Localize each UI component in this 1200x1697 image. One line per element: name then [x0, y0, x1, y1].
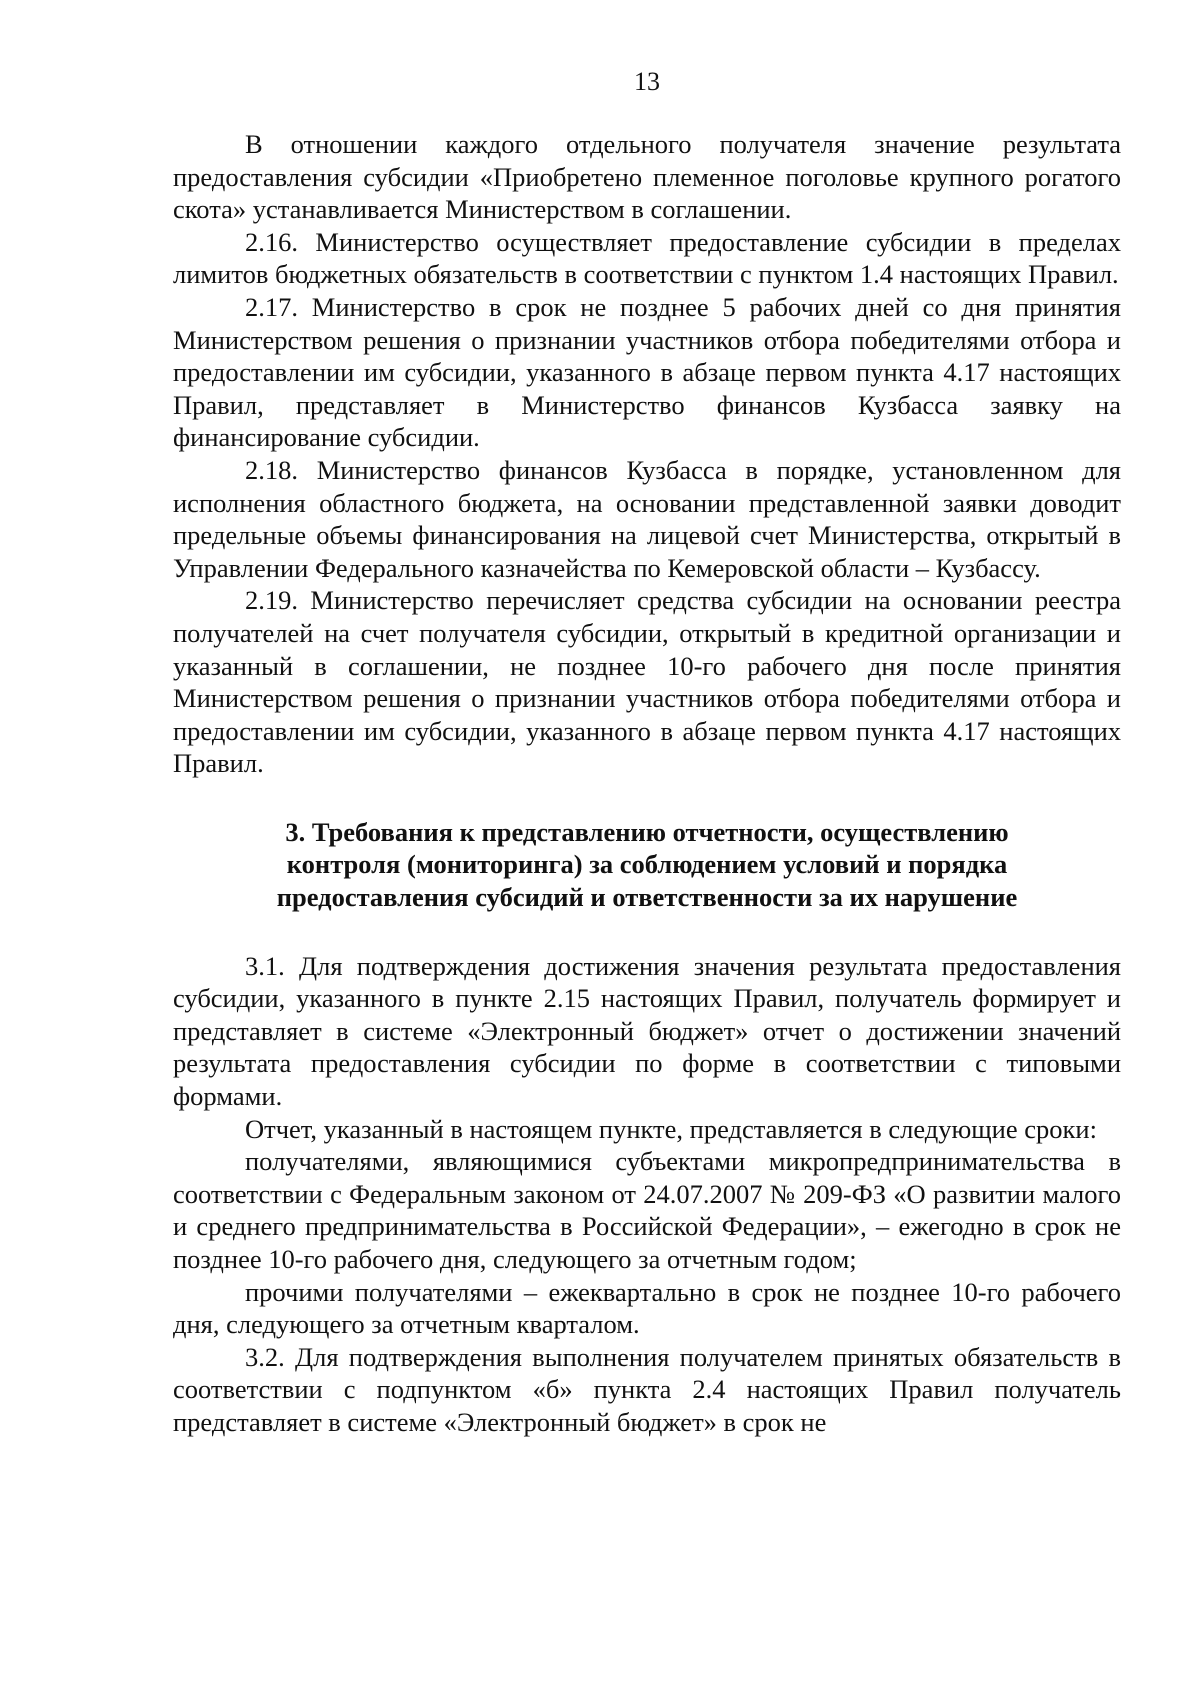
document-page — [173, 66, 1121, 1439]
paragraph: В отношении каждого отдельного получателя значение результата предоставления субсидии «Приобретено племенное поголовье крупного рогатого скота» устанавливается Министерством в соглашении. — [173, 129, 1121, 225]
paragraphs-bottom — [173, 950, 1121, 1439]
section-heading-line: 3. Требования к представлению отчетности, осуществлению — [285, 816, 1009, 847]
section-heading-line: контроля (мониторинга) за соблюдением условий и порядка — [286, 849, 1008, 880]
page-number: 13 — [634, 67, 660, 96]
paragraph-3-1: 3.1. Для подтверждения достижения значения результата предоставления субсидии, указанного в пункте 2.15 настоящих Правил, получатель формирует и представляет в системе «Электронный бюджет» отчет о достижении значений результата предоставления субсидии по форме в соответствии с типовыми формами. — [173, 950, 1121, 1112]
paragraph-2-19: 2.19. Министерство перечисляет средства субсидии на основании реестра получателей на счет получателя субсидии, открытый в кредитной организации и указанный в соглашении, не позднее 10-го рабочего дня после принятия Министерством решения о признании участников отбора победителями отбора и предоставлении им субсидии, указанного в абзаце первом пункта 4.17 настоящих Правил. — [173, 585, 1121, 779]
paragraph: прочими получателями – ежеквартально в срок не позднее 10-го рабочего дня, следующего за отчетным кварталом. — [173, 1276, 1121, 1340]
paragraph: Отчет, указанный в настоящем пункте, представляется в следующие сроки: — [245, 1113, 1097, 1144]
paragraph-2-18: 2.18. Министерство финансов Кузбасса в порядке, установленном для исполнения областного бюджета, на основании представленной заявки доводит предельные объемы финансирования на лицевой счет Министерства, открытый в Управлении Федерального казначейства по Кемеровской области – Кузбассу. — [173, 454, 1121, 583]
paragraphs-top — [173, 128, 1121, 780]
paragraph-2-17: 2.17. Министерство в срок не позднее 5 рабочих дней со дня принятия Министерством решения о признании участников отбора победителями отбора и предоставлении им субсидии, указанного в абзаце первом пункта 4.17 настоящих Правил, представляет в Министерство финансов Кузбасса заявку на финансирование субсидии. — [173, 291, 1121, 453]
paragraph-2-16: 2.16. Министерство осуществляет предоставление субсидии в пределах лимитов бюджетных обязательств в соответствии с пунктом 1.4 настоящих Правил. — [173, 226, 1121, 290]
section-heading-line: предоставления субсидий и ответственности за их нарушение — [276, 882, 1018, 913]
paragraph: получателями, являющимися субъектами микропредпринимательства в соответствии с Федеральным законом от 24.07.2007 № 209-ФЗ «О развитии малого и среднего предпринимательства в Российской Федерации», – ежегодно в срок не позднее 10-го рабочего дня, следующего за отчетным годом; — [173, 1146, 1121, 1274]
paragraph-3-2: 3.2. Для подтверждения выполнения получателем принятых обязательств в соответствии с подпунктом «б» пункта 2.4 настоящих Правил получатель представляет в системе «Электронный бюджет» в срок не — [173, 1341, 1121, 1437]
section-heading — [173, 816, 1121, 914]
